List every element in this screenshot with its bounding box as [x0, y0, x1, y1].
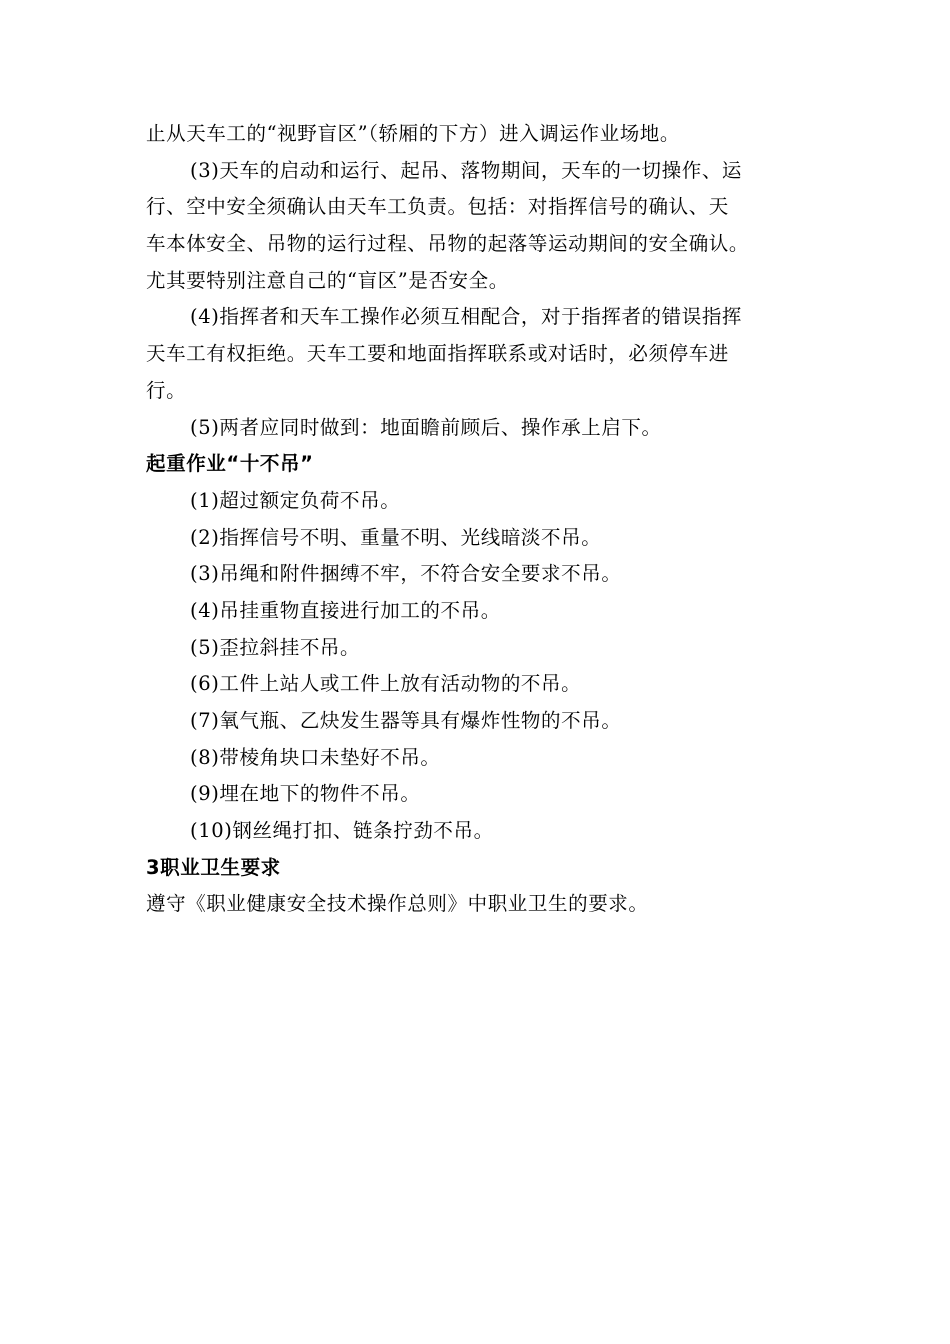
- paragraph-line: (3)天车的启动和运行、起吊、落物期间，天车的一切操作、运: [190, 158, 743, 182]
- paragraph-line: 尤其要特别注意自己的“盲区”是否安全。: [146, 268, 509, 292]
- paragraph-line: 行。: [146, 378, 187, 402]
- list-item: (9)埋在地下的物件不吊。: [190, 782, 421, 806]
- paragraph-line: 天车工有权拒绝。天车工要和地面指挥联系或对话时，必须停车进: [146, 342, 729, 366]
- section-body-occupational-health: 遵守《职业健康安全技术操作总则》中职业卫生的要求。: [146, 892, 649, 916]
- paragraph-line: 行、空中安全须确认由天车工负责。包括：对指挥信号的确认、天: [146, 195, 729, 219]
- list-item: (7)氧气瓶、乙炔发生器等具有爆炸性物的不吊。: [190, 709, 622, 732]
- list-item: (10)钢丝绳打扣、链条拧劲不吊。: [190, 819, 494, 843]
- paragraph-line: (4)指挥者和天车工操作必须互相配合，对于指挥者的错误指挥: [190, 305, 743, 329]
- list-item: (8)带棱角块口未垫好不吊。: [190, 745, 441, 769]
- list-item: (3)吊绳和附件捆缚不牢，不符合安全要求不吊。: [190, 562, 622, 586]
- list-item: (4)吊挂重物直接进行加工的不吊。: [190, 598, 501, 622]
- list-item: (1)超过额定负荷不吊。: [190, 488, 401, 512]
- document-page: [146, 116, 836, 923]
- list-item: (6)工件上站人或工件上放有活动物的不吊。: [190, 672, 582, 696]
- section-heading-occupational-health: 3职业卫生要求: [146, 855, 281, 879]
- paragraph-line: 止从天车工的“视野盲区”（轿厢的下方）进入调运作业场地。: [146, 122, 680, 145]
- section-heading-ten-no-lift: 起重作业“十不吊”: [146, 452, 314, 476]
- paragraph-line: 车本体安全、吊物的运行过程、吊物的起落等运动期间的安全确认。: [146, 232, 750, 256]
- paragraph-line: (5)两者应同时做到：地面瞻前顾后、操作承上启下。: [190, 415, 662, 439]
- list-item: (2)指挥信号不明、重量不明、光线暗淡不吊。: [190, 525, 602, 549]
- list-item: (5)歪拉斜挂不吊。: [190, 635, 361, 659]
